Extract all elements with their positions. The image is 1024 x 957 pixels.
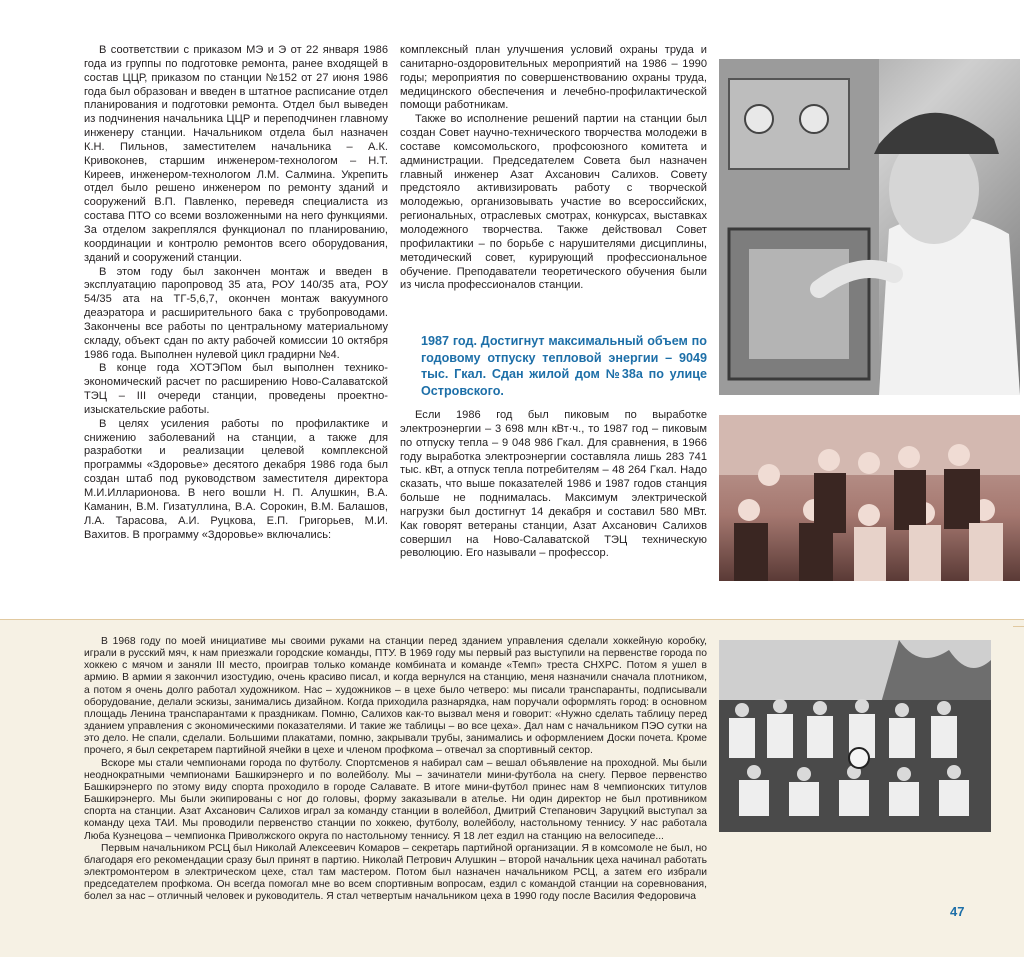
text-column-middle-lower xyxy=(400,409,707,561)
photo-football-team xyxy=(719,640,991,832)
paragraph: В соответствии с приказом МЭ и Э от 22 января 1986 года из группы по подготовке ремонта, ранее входящей в состав ЦЦР, приказом по станции №152 от 27 июня 1986 года был образован и введен в штатное расписание отдел планирования и подготовки ремонта. Отдел был выведен из подчинения начальника ЦЦР и переподчинен главному инженеру станции. Начальником отдела был назначен К.Н. Пильнов, заместителем начальника – А.К. Кривоконев, старшим инженером-технологом – Н.Т. Киреев, инженером-технологом Л.М. Салмина. Укрепить отдел было решено инженером по ремонту зданий и сооружений В.П. Павленко, переведя специалиста из состава ПТО со всеми возложенными на него функциями. За отделом закреплялся функционал по планированию, координации и контролю ремонтов всего оборудования, зданий и сооружений станции. xyxy=(84,44,388,264)
decorative-tick xyxy=(1013,626,1024,627)
paragraph: Вскоре мы стали чемпионами города по футболу. Спортсменов я набирал сам – вешал объявление на проходной. Мы были неоднократными чемпионами Башкирэнерго и по волейболу. Мы – зачинатели мини-футбола на снегу. Первое первенство Башкирэнерго по этому виду спорта проходило в городе Салавате. В итоге мини-футбол принес нам 8 чемпионских титулов Башкирэнерго. Мы были экипированы с ног до головы, форму заказывали в ателье. Ни один директор не был противником спорта на станции. Азат Ахсанович Салихов играл за команду станции в волейбол, Дмитрий Степанович Заруцкий выступал за команду цеха ТАИ. Мы проводили первенство станции по хоккею, футболу, волейболу, настольному теннису. У нас работала Люба Кузнецова – чемпионка Приволжского округа по настольному теннису. Я 18 лет ездил на станцию на велосипеде... xyxy=(84,757,707,842)
memoir-text xyxy=(84,636,707,903)
paragraph: Также во исполнение решений партии на станции был создан Совет научно-технического творчества молодежи в составе комсомольского, профсоюзного комитета и администрации. Председателем Совета был назначен главный инженер Азат Ахсанович Салихов. Совету предстояло активизировать работу с творческой молодежью, организовывать участие во всероссийских, региональных, отраслевых смотрах, конкурсах, выставках молодежного творчества. Также действовал Совет профилактики – по борьбе с нарушителями дисциплины, методический совет, курирующий профессиональное обучение. Преподаватели теоретического обучения были из числа профессионалов станции. xyxy=(400,113,707,292)
section-heading-1987: 1987 год. Достигнут максимальный объем по годовому отпуску тепловой энергии – 9049 тыс. Гкал. Сдан жилой дом №38а по улице Островского. xyxy=(421,334,707,398)
text-column-left xyxy=(84,44,388,542)
quote-band-divider xyxy=(0,619,1024,620)
paragraph: В целях усиления работы по профилактике и снижению заболеваний на станции, а также для разработки и реализации целевой комплексной программы «Здоровье» десятого декабря 1986 года был создан штаб под руководством заместителя директора М.И.Илларионова. В него вошли Н. П. Алушкин, В.А. Каманин, В.М. Гизатуллина, В.А. Сорокин, В.М. Балашов, Л.А. Тарасова, А.И. Руцкова, Е.П. Григорьев, М.И. Вахитов. В программу «Здоровье» включались: xyxy=(84,417,388,541)
paragraph: В 1968 году по моей инициативе мы своими руками на станции перед зданием управления сделали хоккейную коробку, играли в русский мяч, к нам приезжали городские команды, ПТУ. В 1969 году мы первый раз выступили на первенстве города по хоккею с мячом и заняли III место, проиграв только команде комбината и команде «Темп» треста СНХРС. Потом я ушел в армию. В армии я закончил изостудию, очень красиво писал, и когда вернулся на станцию, меня назначили сначала плотником, а потом я очень долго работал художником. Нас – художников – в цехе было четверо: мы писали транспаранты, подписывали оборудование, делали эскизы, занимались дизайном. Когда приходила разнарядка, нам поручали оформлять город: в основном площадь Ленина транспарантами к праздникам. Помню, Салихов как-то вызвал меня и говорит: «Нужно сделать таблицу перед зданием управления с экономическими показателями. И такие же таблицы – во все цеха». Дал нам с начальником ПЭО сутки на это дело. Не спали, сделали. Большими плакатами, помню, закрывали трубы, занимались и оформлением Доски почета. Кроме прочего, я был секретарем партийной ячейки в цехе и членом профкома – отвечал за спортивный сектор. xyxy=(84,636,707,757)
paragraph: комплексный план улучшения условий охраны труда и санитарно-оздоровительных мероприятий на 1986 – 1990 годы; мероприятия по совершенствованию охраны труда, медицинского обеспечения и лечебно-профилактической помощи работникам. xyxy=(400,44,707,112)
photo-woman-in-helmet xyxy=(719,59,1020,395)
paragraph: Первым начальником РСЦ был Николай Алексеевич Комаров – секретарь партийной организации. Я в комсомоле не был, но благодаря его рекомендации сразу был принят в партию. Николай Петрович Алушкин – второй начальник цеха начинал работать электромонтером в электрическом цехе, стал там мастером. Потом был назначен начальником РСЦ, а затем его избрали председателем профкома. Он всегда помогал мне во всем спортивным вопросам, ездил с командой станции на соревнования, болел за нас – отличный человек и руководитель. Я стал четвертым начальником цеха в 1990 году после Василия Федоровича xyxy=(84,842,707,903)
photo-group-of-staff xyxy=(719,415,1020,581)
text-column-middle xyxy=(400,44,707,293)
paragraph: Если 1986 год был пиковым по выработке электроэнергии – 3 698 млн кВт·ч., то 1987 год – пиковым по отпуску тепла – 9 048 986 Гкал. Для сравнения, в 1966 году выработка электроэнергии составляла лишь 283 741 тыс. кВт, а отпуск тепла потребителям – 48 264 Гкал. Надо сказать, что выше показателей 1986 и 1987 годов станция больше не поднималась. Максимум электрической нагрузки был достигнут 14 декабря и составил 580 МВт. Как говорят ветераны станции, Азат Ахсанович Салихов совершил на Ново-Салаватской ТЭЦ техническую революцию. Его называли – профессор. xyxy=(400,409,707,560)
page-number: 47 xyxy=(950,904,965,919)
paragraph: В конце года ХОТЭПом был выполнен технико-экономический расчет по расширению Ново-Салаватской ТЭЦ – III очереди станции, проведены проектно-изыскательские работы. xyxy=(84,362,388,416)
paragraph: В этом году был закончен монтаж и введен в эксплуатацию паропровод 35 ата, РОУ 140/35 ата, РОУ 54/35 ата на ТГ-5,6,7, окончен монтаж вакуумного деаэратора и расширительного бака с трубопроводами. Закончены все работы по центральному материальному складу, объект сдан по акту рабочей комиссии 10 октября 1986 года. Выполнен нулевой цикл градирни №4. xyxy=(84,265,388,361)
